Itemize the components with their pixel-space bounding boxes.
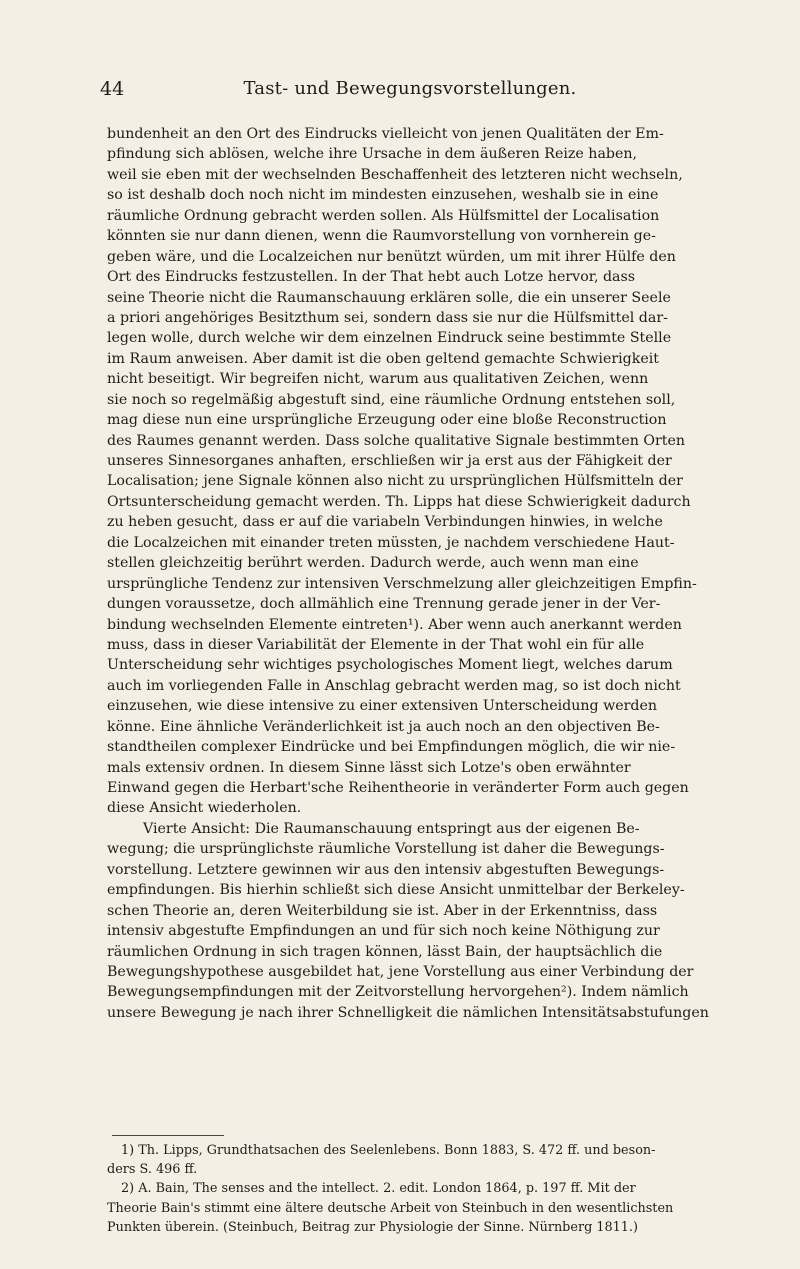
footnote-line: 1) Th. Lipps, Grundthatsachen des Seelenlebens. Bonn 1883, S. 472 ff. und beson- [121,1143,656,1158]
text-line: bindung wechselnden Elemente eintreten¹). Aber wenn auch anerkannt werden [107,616,682,633]
text-line: Ortsunterscheidung gemacht werden. Th. Lipps hat diese Schwierigkeit dadurch [107,493,691,510]
text-line: zu heben gesucht, dass er auf die variabeln Verbindungen hinwies, in welche [107,514,663,531]
body-text [107,124,757,1023]
text-line: nicht beseitigt. Wir begreifen nicht, warum aus qualitativen Zeichen, wenn [107,371,649,388]
page-number: 44 [100,78,125,100]
text-line: Unterscheidung sehr wichtiges psychologisches Moment liegt, welches darum [107,657,673,674]
text-line: intensiv abgestufte Empfindungen an und für sich noch keine Nöthigung zur [107,923,660,940]
footnotes [107,1141,757,1237]
page-header [100,78,720,108]
text-line: weil sie eben mit der wechselnden Beschaffenheit des letzteren nicht wechseln, [107,166,683,183]
footnote-line: Theorie Bain's stimmt eine ältere deutsche Arbeit von Steinbuch in den wesentlichsten [107,1200,674,1216]
text-line: dungen voraussetze, doch allmählich eine Trennung gerade jener in der Ver- [107,596,661,613]
text-line: seine Theorie nicht die Raumanschauung erklären solle, die ein unserer Seele [107,289,671,306]
text-line: einzusehen, wie diese intensive zu einer extensiven Unterscheidung werden [107,698,658,715]
running-title: Tast- und Bewegungsvorstellungen. [243,78,577,99]
text-line: die Localzeichen mit einander treten müssten, je nachdem verschiedene Haut- [107,534,675,551]
text-line: könne. Eine ähnliche Veränderlichkeit ist ja auch noch an den objectiven Be- [107,718,660,735]
text-line: Bewegungsempfindungen mit der Zeitvorstellung hervorgehen²). Indem nämlich [107,984,689,1001]
text-line: Localisation; jene Signale können also nicht zu ursprünglichen Hülfsmitteln der [107,473,683,490]
text-line: schen Theorie an, deren Weiterbildung sie ist. Aber in der Erkenntniss, dass [107,902,658,919]
text-line: räumlichen Ordnung in sich tragen können, lässt Bain, der hauptsächlich die [107,943,663,960]
text-line: könnten sie nur dann dienen, wenn die Raumvorstellung von vornherein ge- [107,228,656,245]
text-line: stellen gleichzeitig berührt werden. Dadurch werde, auch wenn man eine [107,555,639,572]
text-line: des Raumes genannt werden. Dass solche qualitative Signale bestimmten Orten [107,432,686,449]
text-line: a priori angehöriges Besitzthum sei, sondern dass sie nur die Hülfsmittel dar- [107,309,668,326]
text-line: empfindungen. Bis hierhin schließt sich diese Ansicht unmittelbar der Berkeley- [107,882,685,899]
footnote-divider [112,1135,224,1136]
text-line: mag diese nun eine ursprüngliche Erzeugung oder eine bloße Reconstruction [107,412,667,429]
text-line: so ist deshalb doch noch nicht im mindesten einzusehen, weshalb sie in eine [107,187,659,204]
text-line: im Raum anweisen. Aber damit ist die oben geltend gemachte Schwierigkeit [107,350,659,367]
footnote-line: 2) A. Bain, The senses and the intellect. 2. edit. London 1864, p. 197 ff. Mit der [121,1181,636,1197]
text-line: bundenheit an den Ort des Eindrucks vielleicht von jenen Qualitäten der Em- [107,126,664,142]
text-line: Vierte Ansicht: Die Raumanschauung entspringt aus der eigenen Be- [143,820,640,837]
text-line: standtheilen complexer Eindrücke und bei Empfindungen möglich, die wir nie- [107,739,676,756]
text-line: räumliche Ordnung gebracht werden sollen. Als Hülfsmittel der Localisation [107,207,660,224]
text-line: unseres Sinnesorganes anhaften, erschließen wir ja erst aus der Fähigkeit der [107,453,672,469]
text-line: geben wäre, und die Localzeichen nur benützt würden, um mit ihrer Hülfe den [107,248,676,265]
footnote-line: ders S. 496 ff. [107,1162,198,1178]
text-line: muss, dass in dieser Variabilität der Elemente in der That wohl ein für alle [107,636,645,653]
text-line: Einwand gegen die Herbart'sche Reihentheorie in veränderter Form auch gegen [107,780,689,796]
text-line: auch im vorliegenden Falle in Anschlag gebracht werden mag, so ist doch nicht [107,677,681,694]
text-line: wegung; die ursprünglichste räumliche Vorstellung ist daher die Bewegungs- [107,841,665,858]
text-line: ursprüngliche Tendenz zur intensiven Verschmelzung aller gleichzeitigen Empfin- [107,575,697,592]
text-line: vorstellung. Letztere gewinnen wir aus den intensiv abgestuften Bewegungs- [107,861,665,878]
text-line: legen wolle, durch welche wir dem einzelnen Eindruck seine bestimmte Stelle [107,330,672,347]
text-line: Ort des Eindrucks festzustellen. In der That hebt auch Lotze hervor, dass [107,269,636,286]
text-line: mals extensiv ordnen. In diesem Sinne lässt sich Lotze's oben erwähnter [107,759,631,776]
footnote-line: Punkten überein. (Steinbuch, Beitrag zur Physiologie der Sinne. Nürnberg 1811.) [107,1219,638,1235]
text-line: pfindung sich ablösen, welche ihre Ursache in dem äußeren Reize haben, [107,146,638,163]
text-line: diese Ansicht wiederholen. [107,800,302,817]
text-line: Bewegungshypothese ausgebildet hat, jene Vorstellung aus einer Verbindung der [107,963,694,980]
text-line: sie noch so regelmäßig abgestuft sind, eine räumliche Ordnung entstehen soll, [107,391,676,408]
text-line: unsere Bewegung je nach ihrer Schnelligkeit die nämlichen Intensitätsabstufungen [107,1004,709,1021]
